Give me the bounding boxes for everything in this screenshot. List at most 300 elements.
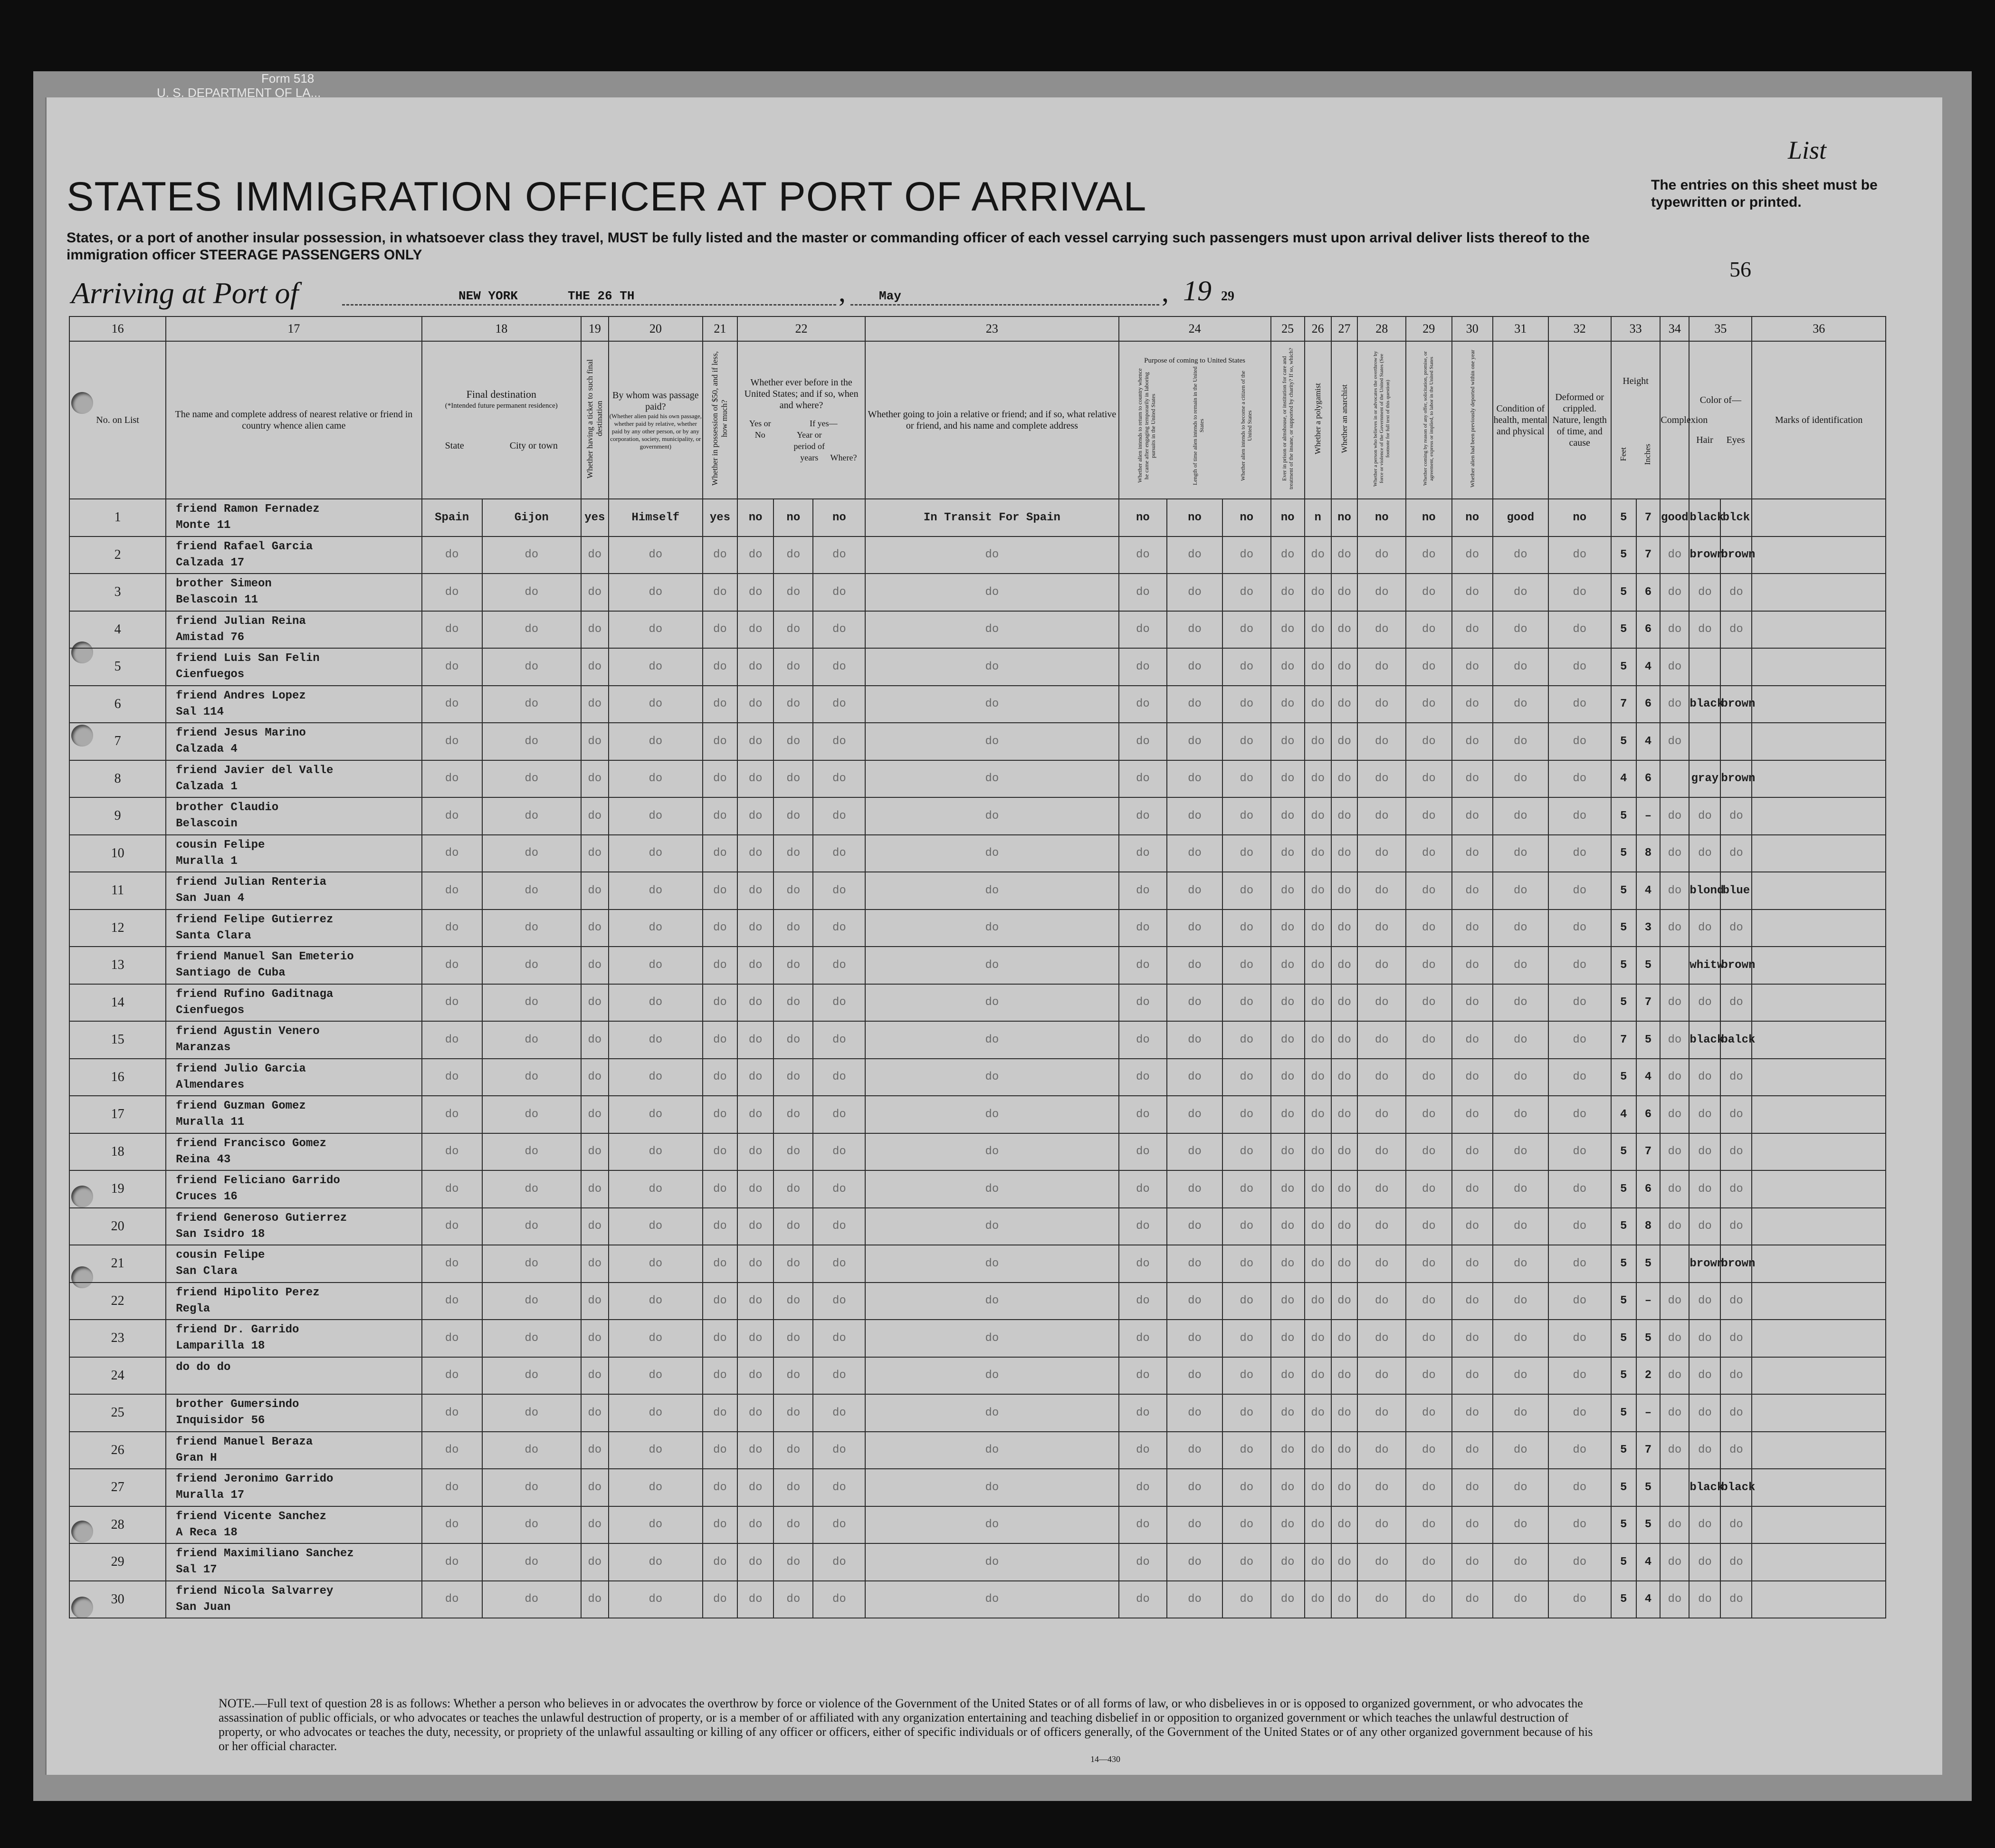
cell-health: do [1493,1096,1548,1133]
cell-complexion: do [1660,1096,1689,1133]
cell-yn: do [737,1208,773,1245]
cell-feet: 5 [1611,872,1636,910]
table-row [69,1432,1886,1469]
cell-q28: do [1357,1059,1406,1096]
cell-poly: do [1305,1059,1331,1096]
cell-where: do [813,1283,865,1320]
cell-q29: do [1406,1469,1452,1506]
cell-hair: do [1689,1133,1720,1171]
cell-yn: do [737,1059,773,1096]
cell-marks [1752,947,1886,984]
relative-address: Almendares [176,1078,245,1092]
table-row [69,1283,1886,1320]
cell-p1: do [1119,1170,1167,1208]
cell-q30: do [1452,1432,1493,1469]
cell-feet: 7 [1611,1021,1636,1059]
cell-inches: 7 [1636,1432,1661,1469]
cell-ticket: do [581,1394,609,1432]
table-row [69,611,1886,649]
cell-prison: no [1271,499,1305,536]
cell-q30: do [1452,947,1493,984]
cell-ticket: do [581,1096,609,1133]
relative-name: friend Feliciano Garrido [176,1174,340,1187]
cell-poly: do [1305,1581,1331,1618]
cell-state: do [422,1469,482,1506]
hdr-yes-no: Yes or No [749,419,771,440]
cell-p1: do [1119,872,1167,910]
cell-feet: 5 [1611,1469,1636,1506]
cell-prison: do [1271,984,1305,1022]
cell-health: do [1493,1283,1548,1320]
cell-complexion: do [1660,1283,1689,1320]
table-row [69,1133,1886,1171]
cell-deformed: do [1548,1432,1611,1469]
cell-p3: do [1222,760,1271,798]
col-num: 17 [166,316,421,341]
cell-complexion: do [1660,723,1689,760]
cell-p3: do [1222,984,1271,1022]
cell-state: do [422,835,482,872]
cell-inches: 4 [1636,723,1661,760]
cell-health: do [1493,760,1548,798]
cell-yn: do [737,797,773,835]
cell-poly: n [1305,499,1331,536]
column-header-row [69,341,1886,499]
cell-paid: do [609,1432,703,1469]
cell-prison: do [1271,797,1305,835]
cell-yn: do [737,1170,773,1208]
cell-marks [1752,797,1886,835]
cell-deformed: do [1548,1469,1611,1506]
cell-no: 13 [69,947,166,984]
cell-paid: do [609,723,703,760]
cell-ticket: do [581,1320,609,1357]
cell-yr: no [773,499,813,536]
cell-inches: 8 [1636,1208,1661,1245]
cell-no: 21 [69,1245,166,1283]
cell-anar: do [1331,1432,1358,1469]
cell-anar: do [1331,1283,1358,1320]
cell-q30: do [1452,723,1493,760]
cell-p1: do [1119,1021,1167,1059]
cell-health: do [1493,1469,1548,1506]
col-num: 24 [1119,316,1271,341]
cell-prison: do [1271,1208,1305,1245]
cell-marks [1752,1394,1886,1432]
cell-hair: do [1689,1170,1720,1208]
table-row [69,1208,1886,1245]
cell-complexion: do [1660,686,1689,723]
cell-possession: do [703,536,737,574]
cell-relative [166,1283,421,1320]
cell-inches: 4 [1636,1543,1661,1581]
manifest-table [69,316,1886,1618]
cell-q28: do [1357,1432,1406,1469]
cell-yn: do [737,686,773,723]
cell-q28: do [1357,910,1406,947]
cell-feet: 7 [1611,686,1636,723]
cell-complexion: do [1660,1170,1689,1208]
cell-marks [1752,1581,1886,1618]
table-row [69,984,1886,1022]
cell-where: do [813,1096,865,1133]
cell-poly: do [1305,723,1331,760]
cell-complexion: do [1660,1394,1689,1432]
cell-prison: do [1271,1506,1305,1544]
cell-yr: do [773,611,813,649]
cell-anar: do [1331,1245,1358,1283]
cell-poly: do [1305,1208,1331,1245]
cell-p3: do [1222,1357,1271,1395]
cell-p1: do [1119,797,1167,835]
cell-city: do [482,686,581,723]
cell-anar: do [1331,872,1358,910]
cell-yr: do [773,1245,813,1283]
cell-hair: gray [1689,760,1720,798]
col-num: 21 [703,316,737,341]
cell-p1: do [1119,1245,1167,1283]
cell-where: do [813,872,865,910]
if-yes-group [790,418,857,463]
cell-poly: do [1305,1432,1331,1469]
cell-state: do [422,1133,482,1171]
cell-ticket: do [581,574,609,611]
cell-ticket: do [581,1543,609,1581]
cell-yr: do [773,1469,813,1506]
cell-deformed: do [1548,1245,1611,1283]
day-value: THE 26 TH [568,289,635,303]
cell-prison: do [1271,1320,1305,1357]
cell-p1: do [1119,574,1167,611]
cell-feet: 5 [1611,499,1636,536]
cell-join: do [865,910,1118,947]
cell-complexion [1660,947,1689,984]
cell-hair: do [1689,1357,1720,1395]
cell-p1: do [1119,723,1167,760]
year-prefix: 19 [1183,275,1212,306]
cell-join: do [865,686,1118,723]
cell-inches: 6 [1636,611,1661,649]
cell-ticket: do [581,1245,609,1283]
cell-city: do [482,835,581,872]
cell-p2: do [1167,947,1222,984]
cell-state: do [422,1394,482,1432]
cell-possession: do [703,1432,737,1469]
cell-health: do [1493,910,1548,947]
cell-deformed: do [1548,984,1611,1022]
cell-p2: do [1167,835,1222,872]
cell-possession: do [703,1021,737,1059]
cell-p2: do [1167,723,1222,760]
relative-address: Sal 114 [176,705,224,718]
cell-eyes [1720,648,1752,686]
cell-q28: do [1357,760,1406,798]
cell-no: 30 [69,1581,166,1618]
cell-feet: 5 [1611,648,1636,686]
cell-feet: 5 [1611,910,1636,947]
cell-yn: do [737,1506,773,1544]
cell-state: do [422,574,482,611]
cell-yn: do [737,648,773,686]
cell-eyes: do [1720,1283,1752,1320]
cell-health: good [1493,499,1548,536]
cell-yn: no [737,499,773,536]
table-row [69,1394,1886,1432]
cell-no: 10 [69,835,166,872]
cell-hair: do [1689,797,1720,835]
cell-poly: do [1305,797,1331,835]
cell-p1: do [1119,910,1167,947]
cell-join: do [865,1021,1118,1059]
paid-by-label: By whom was passage paid? [612,390,699,412]
cell-q29: do [1406,1394,1452,1432]
cell-q29: do [1406,1208,1452,1245]
cell-yn: do [737,984,773,1022]
cell-inches: – [1636,1394,1661,1432]
cell-feet: 5 [1611,1208,1636,1245]
hdr-p1: Whether alien intends to return to country whence he came after engaging temporarily in laboring pursuits in the United States [1136,368,1157,483]
cell-where: do [813,1394,865,1432]
cell-marks [1752,1432,1886,1469]
color-of-label: Color of— [1699,395,1741,405]
cell-ticket: do [581,611,609,649]
cell-relative [166,835,421,872]
cell-relative [166,872,421,910]
cell-prison: do [1271,1469,1305,1506]
cell-feet: 5 [1611,1581,1636,1618]
cell-ticket: do [581,1021,609,1059]
cell-p2: do [1167,872,1222,910]
cell-poly: do [1305,648,1331,686]
cell-possession: do [703,686,737,723]
cell-p3: do [1222,947,1271,984]
cell-yr: do [773,574,813,611]
relative-address: Cruces 16 [176,1190,238,1203]
before-label: Whether ever before in the United States; and if so, when and where? [744,377,859,411]
cell-join: do [865,1096,1118,1133]
hdr-anarchist [1331,341,1358,499]
cell-deformed: do [1548,797,1611,835]
cell-eyes: do [1720,1320,1752,1357]
cell-where: do [813,1208,865,1245]
cell-yn: do [737,835,773,872]
hdr-marks: Marks of identification [1752,341,1886,499]
col-num: 28 [1357,316,1406,341]
cell-health: do [1493,611,1548,649]
cell-complexion: do [1660,1021,1689,1059]
cell-yr: do [773,723,813,760]
cell-relative [166,1245,421,1283]
cell-p1: do [1119,760,1167,798]
cell-anar: do [1331,648,1358,686]
cell-q28: no [1357,499,1406,536]
cell-deformed: do [1548,910,1611,947]
footnote-code: 14—430 [1090,1754,1120,1764]
cell-yr: do [773,1096,813,1133]
cell-yn: do [737,1320,773,1357]
cell-poly: do [1305,1394,1331,1432]
cell-marks [1752,648,1886,686]
cell-q30: do [1452,835,1493,872]
cell-q29: do [1406,1283,1452,1320]
cell-relative [166,1543,421,1581]
cell-poly: do [1305,835,1331,872]
cell-q29: do [1406,835,1452,872]
relative-name: friend Jeronimo Garrido [176,1473,334,1485]
cell-q30: do [1452,1096,1493,1133]
cell-p1: do [1119,1394,1167,1432]
cell-paid: do [609,1133,703,1171]
cell-q28: do [1357,1170,1406,1208]
cell-relative [166,760,421,798]
cell-p2: do [1167,1432,1222,1469]
cell-p1: do [1119,1320,1167,1357]
cell-p3: do [1222,1394,1271,1432]
cell-p1: do [1119,1506,1167,1544]
relative-address: Muralla 17 [176,1489,245,1502]
cell-complexion: do [1660,1133,1689,1171]
cell-q29: do [1406,1357,1452,1395]
cell-no: 22 [69,1283,166,1320]
manifest-rows [69,499,1886,1618]
cell-hair: do [1689,611,1720,649]
cell-p2: do [1167,686,1222,723]
cell-feet: 5 [1611,723,1636,760]
cell-paid: do [609,835,703,872]
cell-q29: do [1406,723,1452,760]
cell-city: do [482,1059,581,1096]
table-row [69,723,1886,760]
cell-p3: do [1222,574,1271,611]
relative-name: friend Andres Lopez [176,689,306,702]
cell-ticket: do [581,984,609,1022]
cell-inches: 4 [1636,1059,1661,1096]
cell-hair: do [1689,1394,1720,1432]
relative-name: brother Gumersindo [176,1398,299,1411]
table-row [69,872,1886,910]
cell-where: do [813,984,865,1022]
cell-eyes: do [1720,1170,1752,1208]
cell-health: do [1493,574,1548,611]
cell-prison: do [1271,574,1305,611]
hdr-q29 [1406,341,1452,499]
cell-q28: do [1357,1506,1406,1544]
cell-q29: do [1406,1581,1452,1618]
subtitle: States, or a port of another insular possession, in whatsoever class they travel, MUST be fully listed and the master or commanding officer of each vessel carrying such passengers must upon arrival deliver lists thereof to the immigration officer STEERAGE PASSENGERS ONLY [67,230,1590,263]
cell-inches: – [1636,1283,1661,1320]
cell-feet: 5 [1611,574,1636,611]
col-num: 27 [1331,316,1358,341]
cell-paid: do [609,611,703,649]
cell-complexion: do [1660,1543,1689,1581]
cell-prison: do [1271,1245,1305,1283]
cell-yn: do [737,1543,773,1581]
cell-city: do [482,1581,581,1618]
cell-q29: do [1406,872,1452,910]
cell-yr: do [773,1581,813,1618]
cell-yr: do [773,1543,813,1581]
cell-deformed: do [1548,1581,1611,1618]
cell-eyes: do [1720,611,1752,649]
cell-relative [166,574,421,611]
cell-paid: do [609,760,703,798]
cell-p3: no [1222,499,1271,536]
cell-paid: do [609,1506,703,1544]
cell-state: do [422,1543,482,1581]
cell-p3: do [1222,1021,1271,1059]
hdr-possession [703,341,737,499]
cell-hair: do [1689,574,1720,611]
cell-relative [166,1059,421,1096]
cell-city: do [482,910,581,947]
cell-health: do [1493,947,1548,984]
col-num: 31 [1493,316,1548,341]
cell-health: do [1493,1021,1548,1059]
hdr-polygamist [1305,341,1331,499]
cell-no: 15 [69,1021,166,1059]
cell-p1: do [1119,1208,1167,1245]
cell-city: do [482,1133,581,1171]
cell-yn: do [737,1096,773,1133]
cell-relative [166,1394,421,1432]
cell-yn: do [737,910,773,947]
cell-health: do [1493,686,1548,723]
cell-yr: do [773,648,813,686]
cell-where: do [813,648,865,686]
cell-no: 28 [69,1506,166,1544]
year-suffix: 29 [1221,289,1234,304]
cell-marks [1752,536,1886,574]
cell-yn: do [737,872,773,910]
cell-paid: do [609,984,703,1022]
cell-complexion: good [1660,499,1689,536]
cell-ticket: do [581,686,609,723]
cell-prison: do [1271,1432,1305,1469]
cell-complexion: do [1660,648,1689,686]
cell-deformed: do [1548,1059,1611,1096]
hdr-state: State [445,440,464,451]
cell-health: do [1493,648,1548,686]
cell-p1: do [1119,835,1167,872]
cell-eyes: do [1720,1506,1752,1544]
cell-poly: do [1305,1283,1331,1320]
cell-no: 12 [69,910,166,947]
col-num: 33 [1611,316,1661,341]
cell-anar: do [1331,1506,1358,1544]
hdr-no-on-list: No. on List [69,341,166,499]
relative-address: Calzada 17 [176,556,245,569]
cell-deformed: do [1548,1021,1611,1059]
cell-ticket: do [581,947,609,984]
cell-q30: do [1452,1320,1493,1357]
cell-join: do [865,835,1118,872]
cell-q29: do [1406,1432,1452,1469]
cell-q30: do [1452,1581,1493,1618]
cell-no: 14 [69,984,166,1022]
cell-possession: do [703,1394,737,1432]
cell-join: do [865,1320,1118,1357]
cell-anar: do [1331,1133,1358,1171]
cell-paid: do [609,872,703,910]
relative-address: Monte 11 [176,519,231,532]
cell-where: do [813,947,865,984]
cell-inches: 5 [1636,1320,1661,1357]
cell-no: 25 [69,1394,166,1432]
cell-feet: 5 [1611,1394,1636,1432]
cell-marks [1752,1170,1886,1208]
cell-poly: do [1305,536,1331,574]
cell-hair: do [1689,984,1720,1022]
